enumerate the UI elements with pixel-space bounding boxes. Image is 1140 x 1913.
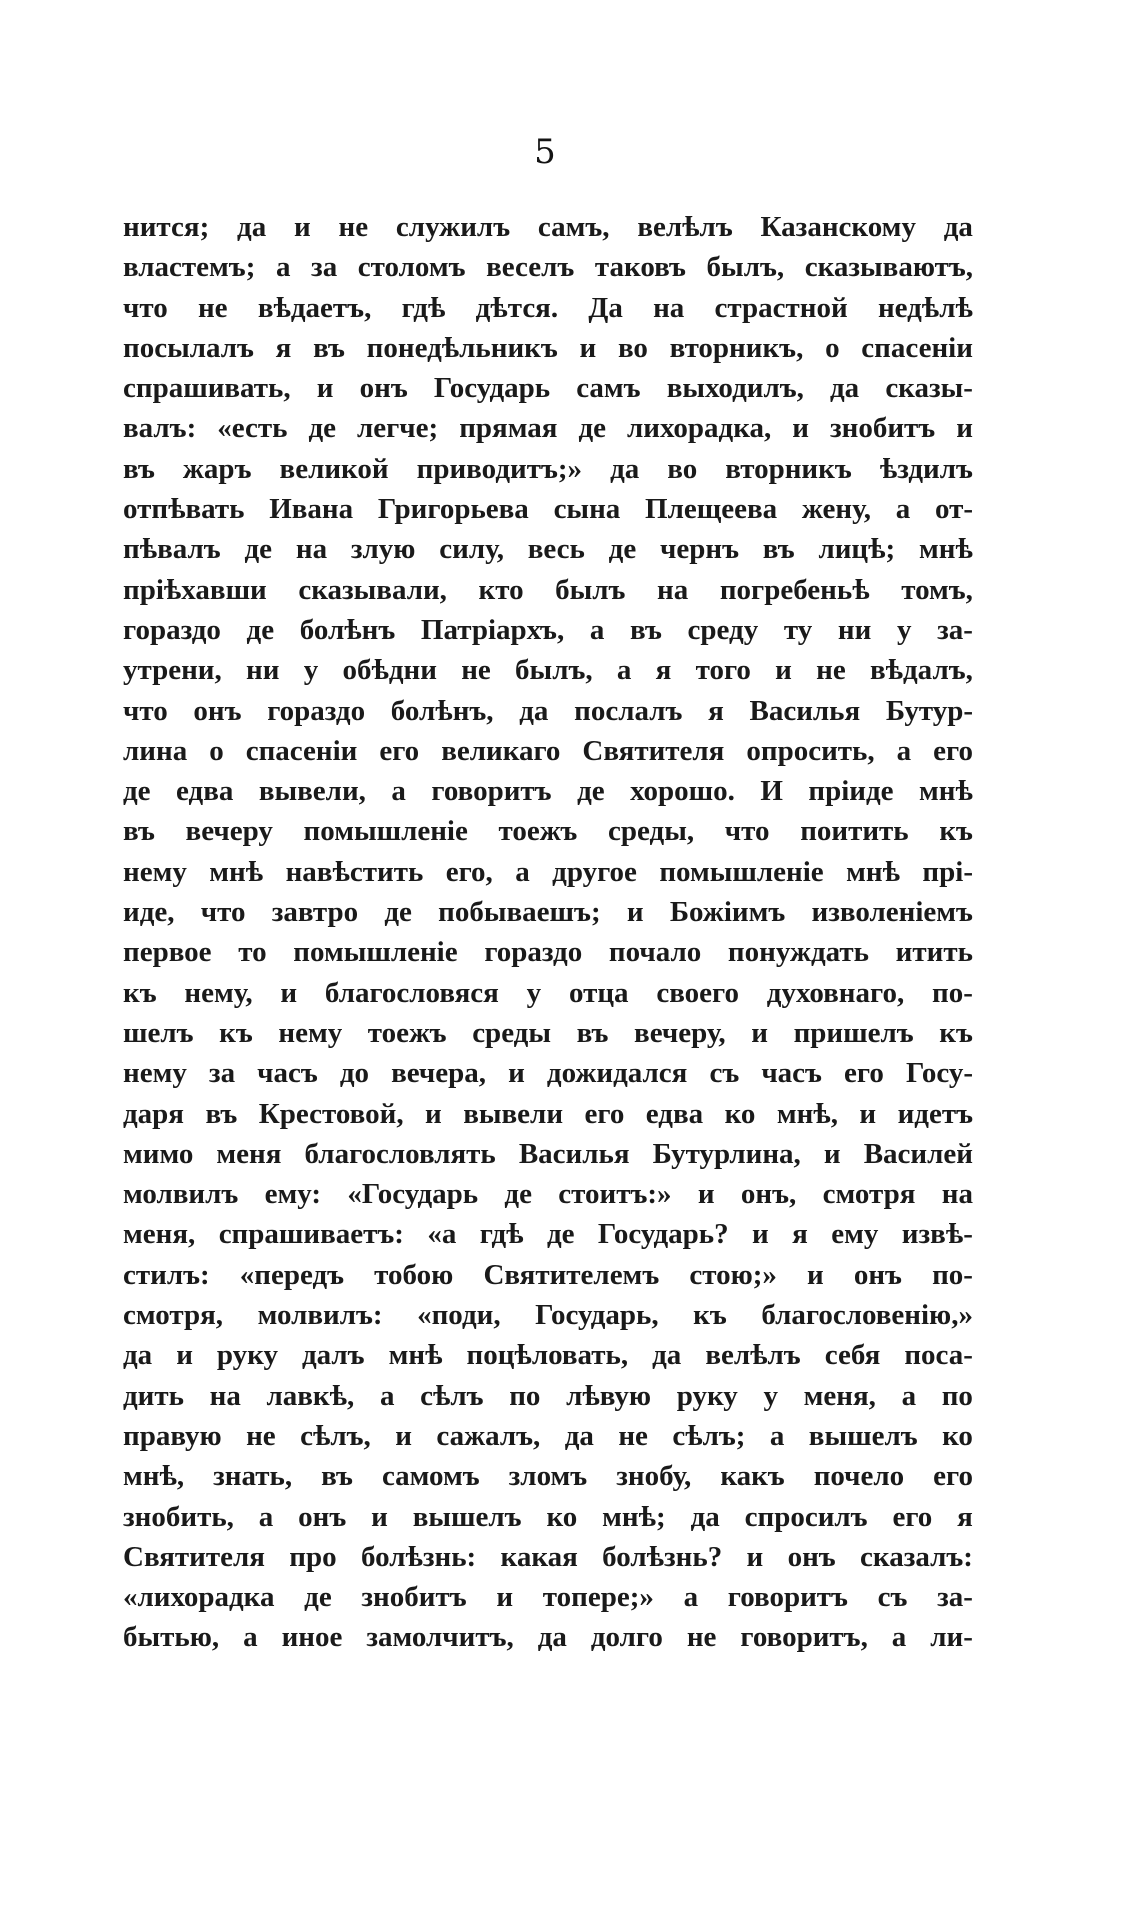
text-line: гораздо де болѣнъ Патріархъ, а въ среду ту ни у за- — [123, 613, 973, 646]
text-line: въ вечеру помышленіе тоежъ среды, что поитить къ — [123, 815, 973, 848]
text-line: иде, что завтро де побываешъ; и Божіимъ изволеніемъ — [123, 896, 973, 929]
text-line: нится; да и не служилъ самъ, велѣлъ Казанскому да — [123, 211, 973, 243]
text-line: де едва вывели, а говоритъ де хорошо. И пріиде мнѣ — [123, 775, 973, 808]
text-line: властемъ; а за столомъ веселъ таковъ былъ, сказываютъ, — [123, 251, 973, 284]
body-text — [123, 207, 973, 1658]
text-line: къ нему, и благословяся у отца своего духовнаго, по- — [123, 976, 973, 1009]
text-line: меня, спрашиваетъ: «а гдѣ де Государь? и я ему извѣ- — [123, 1218, 973, 1251]
text-line: пѣвалъ де на злую силу, весь де чернъ въ лицѣ; мнѣ — [123, 533, 973, 566]
text-line: спрашивать, и онъ Государь самъ выходилъ, да сказы- — [123, 372, 973, 405]
text-line: пріѣхавши сказывали, кто былъ на погребеньѣ томъ, — [123, 573, 973, 606]
text-line: лина о спасеніи его великаго Святителя опросить, а его — [123, 734, 973, 767]
text-line: нему мнѣ навѣстить его, а другое помышленіе мнѣ прі- — [123, 855, 973, 888]
text-line: молвилъ ему: «Государь де стоитъ:» и онъ, смотря на — [123, 1178, 973, 1211]
text-line: первое то помышленіе гораздо почало понуждать итить — [123, 936, 973, 969]
text-line: въ жаръ великой приводитъ;» да во вторникъ ѣздилъ — [123, 452, 973, 485]
page-number: 5 — [534, 132, 556, 172]
text-line: да и руку далъ мнѣ поцѣловать, да велѣлъ себя поса- — [123, 1339, 973, 1372]
text-line: что онъ гораздо болѣнъ, да послалъ я Василья Бутур- — [123, 694, 973, 727]
text-line: Святителя про болѣзнь: какая болѣзнь? и онъ сказалъ: — [123, 1540, 973, 1573]
text-line: утрени, ни у обѣдни не былъ, а я того и не вѣдалъ, — [123, 654, 973, 687]
text-line: нему за часъ до вечера, и дожидался съ часъ его Госу- — [123, 1057, 973, 1090]
text-line: посылалъ я въ понедѣльникъ и во вторникъ, о спасеніи — [123, 331, 973, 364]
text-line: даря въ Крестовой, и вывели его едва ко мнѣ, и идетъ — [123, 1097, 973, 1130]
text-line: шелъ къ нему тоежъ среды въ вечеру, и пришелъ къ — [123, 1016, 973, 1049]
text-line: стилъ: «передъ тобою Святителемъ стою;» и онъ по- — [123, 1258, 973, 1291]
text-line: знобить, а онъ и вышелъ ко мнѣ; да спросилъ его я — [123, 1500, 973, 1533]
text-line: бытью, а иное замолчитъ, да долго не говоритъ, а ли- — [123, 1621, 973, 1654]
text-line: «лихорадка де знобитъ и топере;» а говоритъ съ за- — [123, 1581, 973, 1614]
text-line: мимо меня благословлять Василья Бутурлина, и Василей — [123, 1137, 973, 1170]
text-line: смотря, молвилъ: «поди, Государь, къ благословенію,» — [123, 1299, 973, 1332]
text-line: правую не сѣлъ, и сажалъ, да не сѣлъ; а вышелъ ко — [123, 1419, 973, 1452]
text-line: отпѣвать Ивана Григорьева сына Плещеева жену, а от- — [123, 493, 973, 526]
text-line: мнѣ, знать, въ самомъ зломъ знобу, какъ почело его — [123, 1460, 973, 1493]
text-line: дить на лавкѣ, а сѣлъ по лѣвую руку у меня, а по — [123, 1379, 973, 1412]
text-line: что не вѣдаетъ, гдѣ дѣтся. Да на страстной недѣлѣ — [123, 291, 973, 324]
text-line: валъ: «есть де легче; прямая де лихорадка, и знобитъ и — [123, 412, 973, 445]
